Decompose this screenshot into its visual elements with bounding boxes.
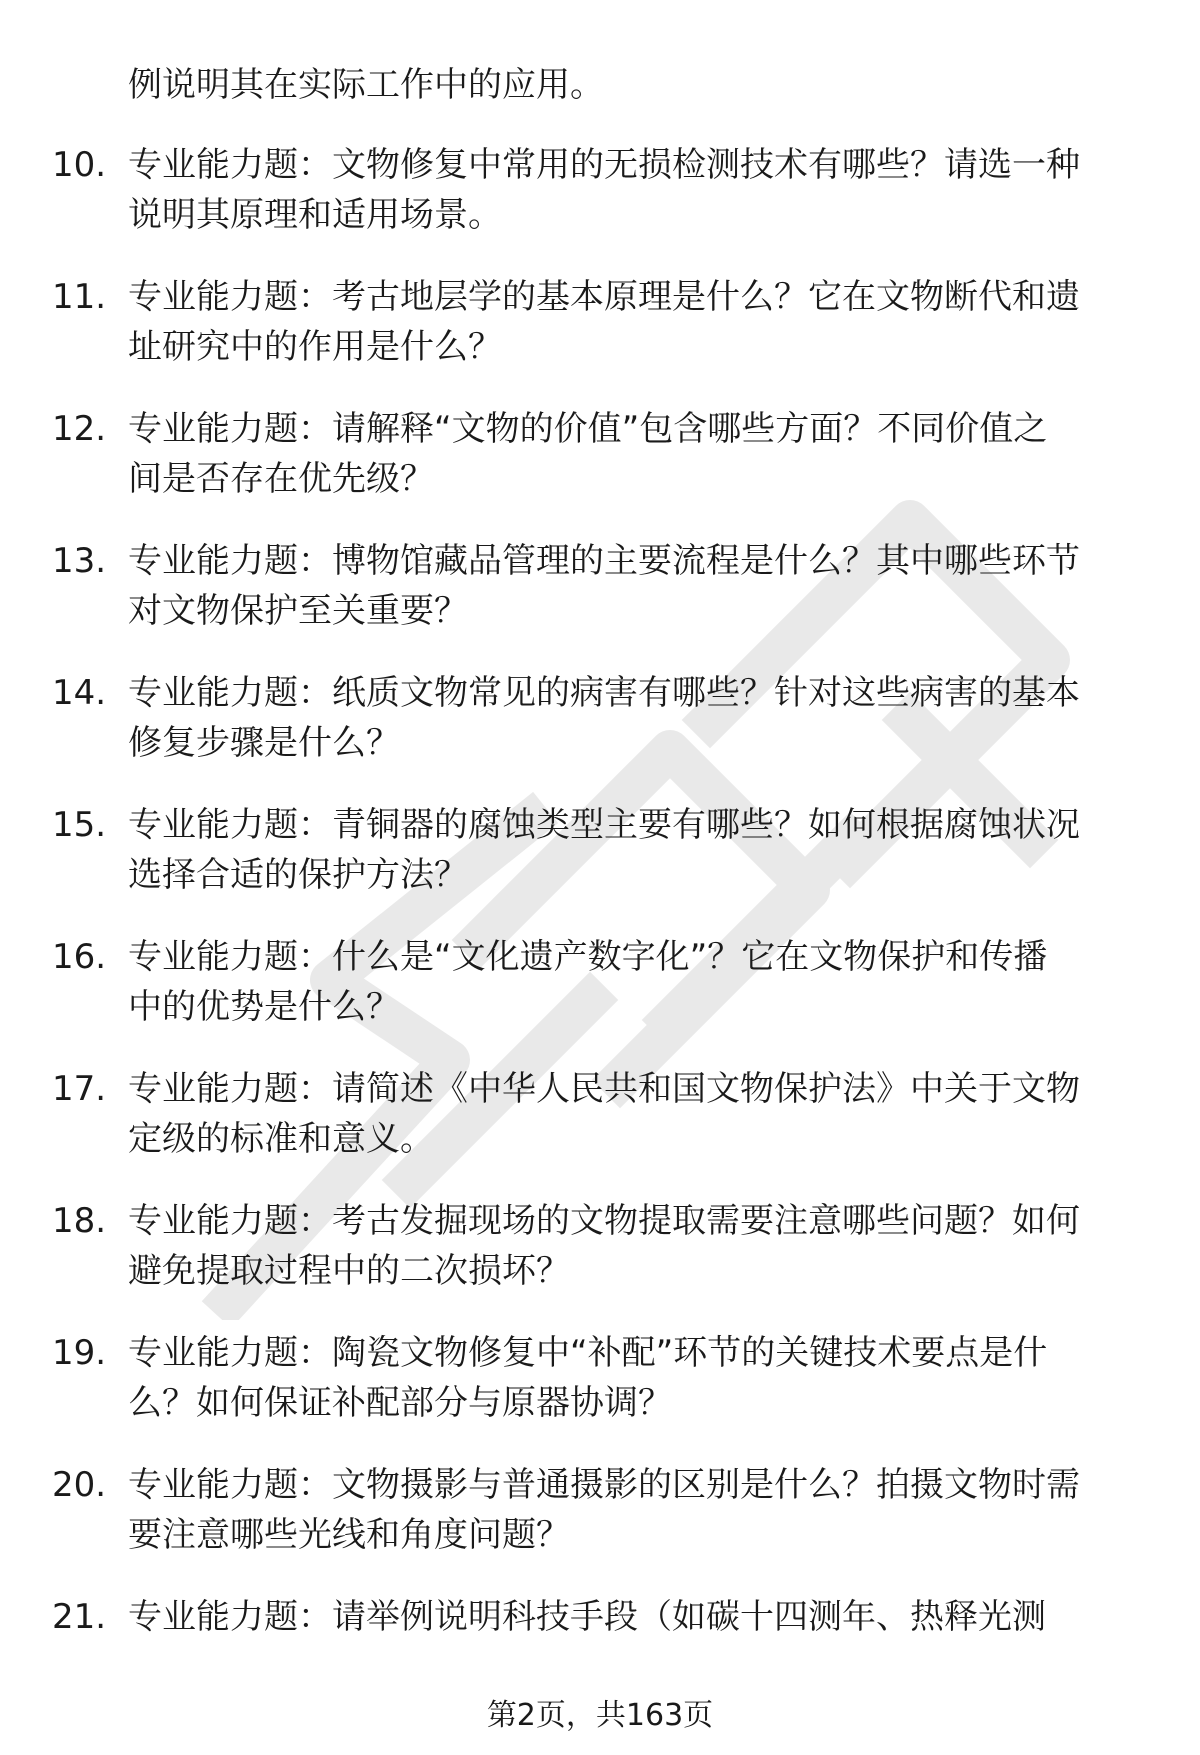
question-text-line: 修复步骤是什么？ bbox=[128, 723, 400, 763]
question-text-line: 专业能力题：考古地层学的基本原理是什么？它在文物断代和遗 bbox=[128, 277, 1080, 317]
question-text-line: 对文物保护至关重要？ bbox=[128, 591, 468, 631]
question-text-line: 要注意哪些光线和角度问题？ bbox=[128, 1515, 570, 1555]
question-number: 13. bbox=[52, 541, 107, 581]
question-number: 19. bbox=[52, 1333, 107, 1373]
question-item bbox=[0, 402, 1200, 534]
question-text-line: 定级的标准和意义。 bbox=[128, 1119, 434, 1159]
question-text-line: 专业能力题：文物修复中常用的无损检测技术有哪些？请选一种 bbox=[128, 145, 1080, 185]
continuation-text: 例说明其在实际工作中的应用。 bbox=[128, 65, 604, 105]
question-item bbox=[0, 270, 1200, 402]
question-list bbox=[0, 138, 1200, 1722]
question-number: 15. bbox=[52, 805, 107, 845]
question-text-line: 专业能力题：请举例说明科技手段（如碳十四测年、热释光测 bbox=[128, 1597, 1046, 1637]
question-text-line: 说明其原理和适用场景。 bbox=[128, 195, 502, 235]
question-text-line: 专业能力题：什么是“文化遗产数字化”？它在文物保护和传播 bbox=[128, 937, 1048, 977]
question-item bbox=[0, 666, 1200, 798]
question-text-line: 间是否存在优先级？ bbox=[128, 459, 434, 499]
question-text-line: 中的优势是什么？ bbox=[128, 987, 400, 1027]
question-text-line: 专业能力题：陶瓷文物修复中“补配”环节的关键技术要点是什 bbox=[128, 1333, 1048, 1373]
question-number: 16. bbox=[52, 937, 107, 977]
question-item bbox=[0, 138, 1200, 270]
question-number: 20. bbox=[52, 1465, 107, 1505]
question-number: 14. bbox=[52, 673, 107, 713]
question-text-line: 专业能力题：请解释“文物的价值”包含哪些方面？不同价值之 bbox=[128, 409, 1048, 449]
question-item bbox=[0, 798, 1200, 930]
question-number: 10. bbox=[52, 145, 107, 185]
question-text-line: 专业能力题：纸质文物常见的病害有哪些？针对这些病害的基本 bbox=[128, 673, 1080, 713]
question-text-line: 专业能力题：博物馆藏品管理的主要流程是什么？其中哪些环节 bbox=[128, 541, 1080, 581]
question-number: 12. bbox=[52, 409, 107, 449]
question-text-line: 避免提取过程中的二次损坏？ bbox=[128, 1251, 570, 1291]
question-text-line: 专业能力题：考古发掘现场的文物提取需要注意哪些问题？如何 bbox=[128, 1201, 1080, 1241]
question-item bbox=[0, 1458, 1200, 1590]
question-text-line: 专业能力题：文物摄影与普通摄影的区别是什么？拍摄文物时需 bbox=[128, 1465, 1080, 1505]
question-number: 11. bbox=[52, 277, 107, 317]
question-text-line: 么？如何保证补配部分与原器协调？ bbox=[128, 1383, 672, 1423]
page-number-footer: 第2页，共163页 bbox=[486, 1698, 714, 1733]
question-item bbox=[0, 1326, 1200, 1458]
question-text-line: 专业能力题：请简述《中华人民共和国文物保护法》中关于文物 bbox=[128, 1069, 1080, 1109]
question-text-line: 专业能力题：青铜器的腐蚀类型主要有哪些？如何根据腐蚀状况 bbox=[128, 805, 1080, 845]
question-number: 21. bbox=[52, 1597, 107, 1637]
question-text-line: 址研究中的作用是什么？ bbox=[128, 327, 502, 367]
question-item bbox=[0, 1062, 1200, 1194]
question-item bbox=[0, 534, 1200, 666]
question-item bbox=[0, 1194, 1200, 1326]
question-number: 18. bbox=[52, 1201, 107, 1241]
question-item bbox=[0, 930, 1200, 1062]
question-text-line: 选择合适的保护方法？ bbox=[128, 855, 468, 895]
question-number: 17. bbox=[52, 1069, 107, 1109]
